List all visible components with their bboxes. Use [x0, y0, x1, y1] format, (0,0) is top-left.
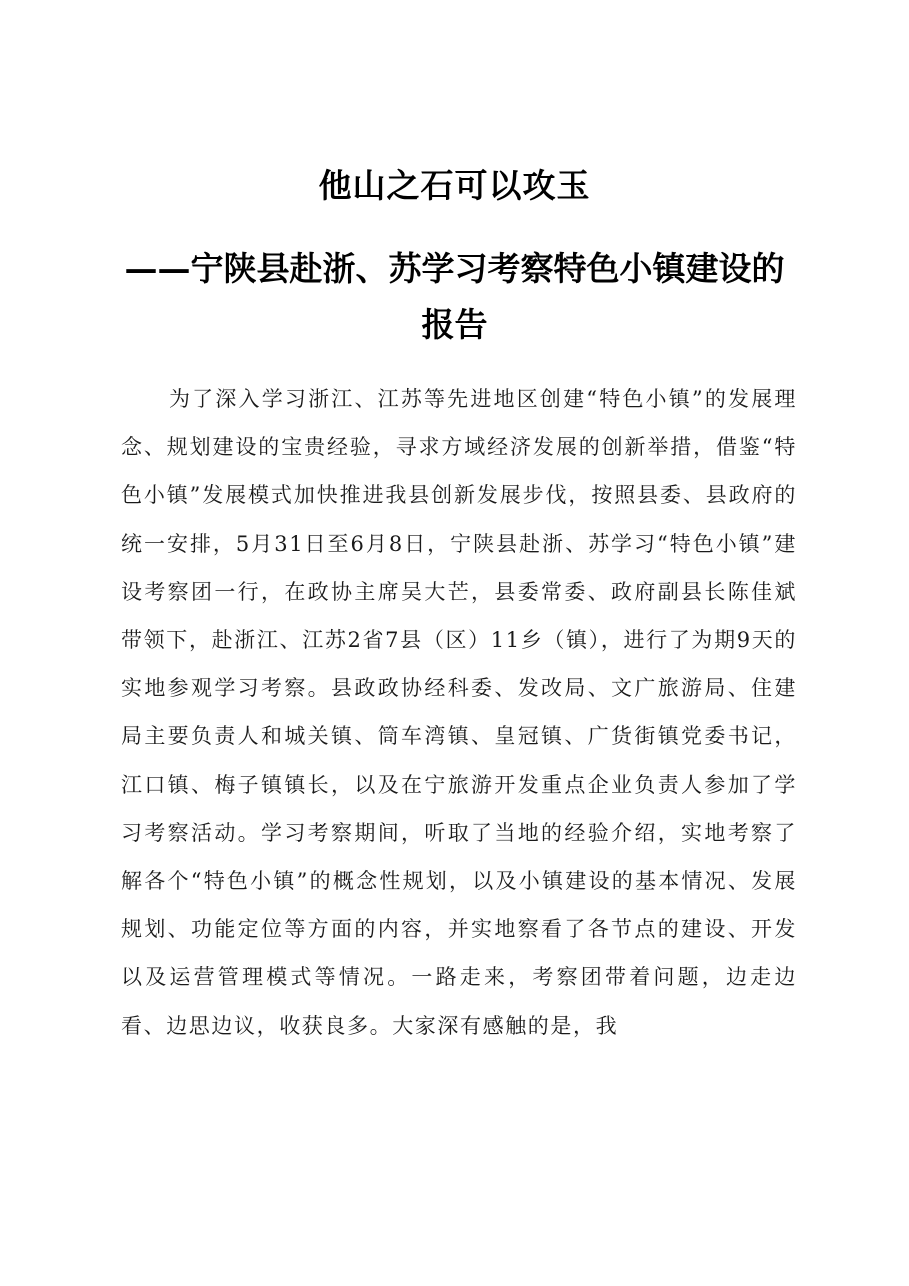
- document-subtitle: ——宁陕县赴浙、苏学习考察特色小镇建设的报告: [124, 249, 785, 344]
- body-paragraph: 为了深入学习浙江、江苏等先进地区创建“特色小镇”的发展理念、规划建设的宝贵经验，寻求方域经济发展的创新举措，借鉴“特色小镇”发展模式加快推进我县创新发展步伐，按照县委、县政府的统一安排，5月31日至6月8日，宁陕县赴浙、苏学习“特色小镇”建设考察团一行，在政协主席吴大芒，县委常委、政府副县长陈佳斌带领下，赴浙江、江苏2省7县（区）11乡（镇），进行了为期9天的实地参观学习考察。县政政协经科委、发改局、文广旅游局、住建局主要负责人和城关镇、筒车湾镇、皇冠镇、广货街镇党委书记，江口镇、梅子镇镇长，以及在宁旅游开发重点企业负责人参加了学习考察活动。学习考察期间，听取了当地的经验介绍，实地考察了解各个“特色小镇”的概念性规划，以及小镇建设的基本情况、发展规划、功能定位等方面的内容，并实地察看了各节点的建设、开发以及运营管理模式等情况。一路走来，考察团带着问题，边走边看、边思边议，收获良多。大家深有感触的是，我: [121, 387, 797, 1038]
- document-title: 他山之石可以攻玉: [318, 166, 591, 205]
